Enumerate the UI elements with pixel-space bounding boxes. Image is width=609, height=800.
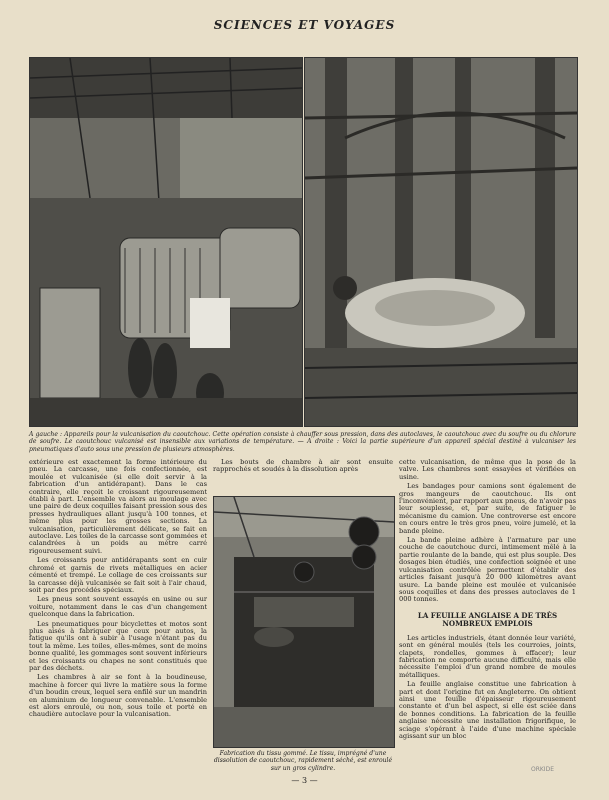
page-number: — 3 — (291, 776, 318, 785)
factory-hall-illustration (30, 58, 302, 426)
calender-machine-illustration (214, 497, 394, 747)
paragraph: cette vulcanisation, de même que la pose de la valve. Les chambres sont essayées et vérifiées en usine. (399, 458, 576, 481)
text-column-2 (213, 459, 393, 476)
paragraph: Les pneumatiques pour bicyclettes et motos sont plus aisés à fabriquer que ceux pour autos, la fatigue qu'ils ont à subir à l'usage n'étant pas du tout la même. Les toiles, elles-mêmes, sont de moins bonne qualité, les gommages sont souvent inférieurs et les croissants ou chapes ne sont constitués que par des déchets. (29, 619, 207, 672)
photo-tissu-gomme (213, 496, 395, 748)
paragraph: Les chambres à air se font à la boudineuse, machine à forcer qui livre la matière sous la forme d'un boudin creux, lequel sera enfilé sur un mandrin en aluminium de longueur convenable. L'ensemble est alors enroulé, ou non, sous toile et porté en chaudière autoclave pour la vulcanisation. (29, 673, 207, 719)
text-column-3 (399, 459, 576, 742)
page-header: SCIENCES ET VOYAGES (213, 18, 396, 32)
paragraph: Les pneus sont souvent essayés en usine ou sur voiture, notamment dans le cas d'un changement quelconque dans la fabrication. (29, 595, 207, 619)
paragraph: Les croissants pour antidérapants sont en cuir chromé et garnis de rivets métalliques en acier cémenté et trempé. Le collage de ces croissants sur la carcasse déjà vulcanisée se fait soit à l'air chaud, soit par des procédés spéciaux. (29, 556, 207, 594)
caption-top-photos: A gauche : Appareils pour la vulcanisation du caoutchouc. Cette opération consiste à chauffer sous pression, dans des autoclaves, le caoutchouc avec du soufre ou du chlorure de soufre. Le caoutchouc vulcanisé est insensible aux variations de température. — A droite : Voici la partie supérieure d'un appareil spécial destiné à vulcaniser les pneumatiques d'auto sous une pression de plusieurs atmosphères. (29, 431, 576, 453)
paragraph: La feuille anglaise constitue une fabrication à part et dont l'origine fut en Angleterre. On obtient ainsi une feuille d'épaisseur rigoureusement constante et d'un bel aspect, si elle est sciée dans de bonnes conditions. La fabrication de la feuille anglaise nécessite une installation frigorifique, le sciage s'opérant à l'aide d'une machine spéciale agissant sur un bloc (399, 680, 576, 740)
paragraph: La bande pleine adhère à l'armature par une couche de caoutchouc durci, intimement mêlé à la partie roulante de la bande, qui est plus souple. Des dosages bien étudiés, une confection soignée et une vulcanisation contrôlée permettent d'établir des articles faisant jusqu'à 20 000 kilomètres avant usure. La bande pleine est moulée et vulcanisée sous coquilles et dans des presses autoclaves de 1 000 tonnes. (399, 536, 576, 604)
watermark: ORKIDE (530, 766, 554, 773)
autoclave-illustration (305, 58, 577, 426)
paragraph: Les bouts de chambre à air sont ensuite rapprochés et soudés à la dissolution après (213, 458, 393, 474)
text-column-1 (29, 459, 207, 721)
paragraph: extérieure est exactement la forme intérieure du pneu. La carcasse, une fois confectionnée, est moulée et vulcanisée (si elle doit servir à la fabrication d'un antidérapant). Dans le cas contraire, elle reçoit le croissant rigoureusement établi à part. L'ensemble va alors au moulage avec une paire de deux coquilles faisant pression sous des presses hydrauliques allant jusqu'à 100 tonnes, et même plus pour les grosses sections. La vulcanisation, particulièrement délicate, se fait en autoclave. Les toiles de la carcasse sont gommées et calandrées à un poids au mètre carré rigoureusement suivi. (29, 458, 207, 555)
photo-vulcanisation-appareils (29, 57, 303, 427)
paragraph: Les bandages pour camions sont également de gros mangeurs de caoutchouc. Ils ont l'inconvénient, par rapport aux pneus, de n'avoir pas leur souplesse, et, par suite, de fatiguer le mécanisme du camion. Une controverse est encore en cours entre le très gros pneu, voire jumelé, et la bande pleine. (399, 482, 576, 535)
paragraph: Les articles industriels, étant donnée leur variété, sont en général moulés (tels les courroies, joints, clapets, rondelles, gommes à effacer); leur fabrication ne comporte aucune difficulté, mais elle nécessite l'emploi d'un grand nombre de moules métalliques. (399, 633, 576, 679)
caption-center-photo: Fabrication du tissu gommé. Le tissu, imprégné d'une dissolution de caoutchouc, rapidement séché, est enroulé sur un gros cylindre. (213, 750, 393, 772)
photo-vulcaniseur-pneumatiques (304, 57, 578, 427)
section-title: LA FEUILLE ANGLAISE A DE TRÈS NOMBREUX EMPLOIS (417, 610, 558, 629)
